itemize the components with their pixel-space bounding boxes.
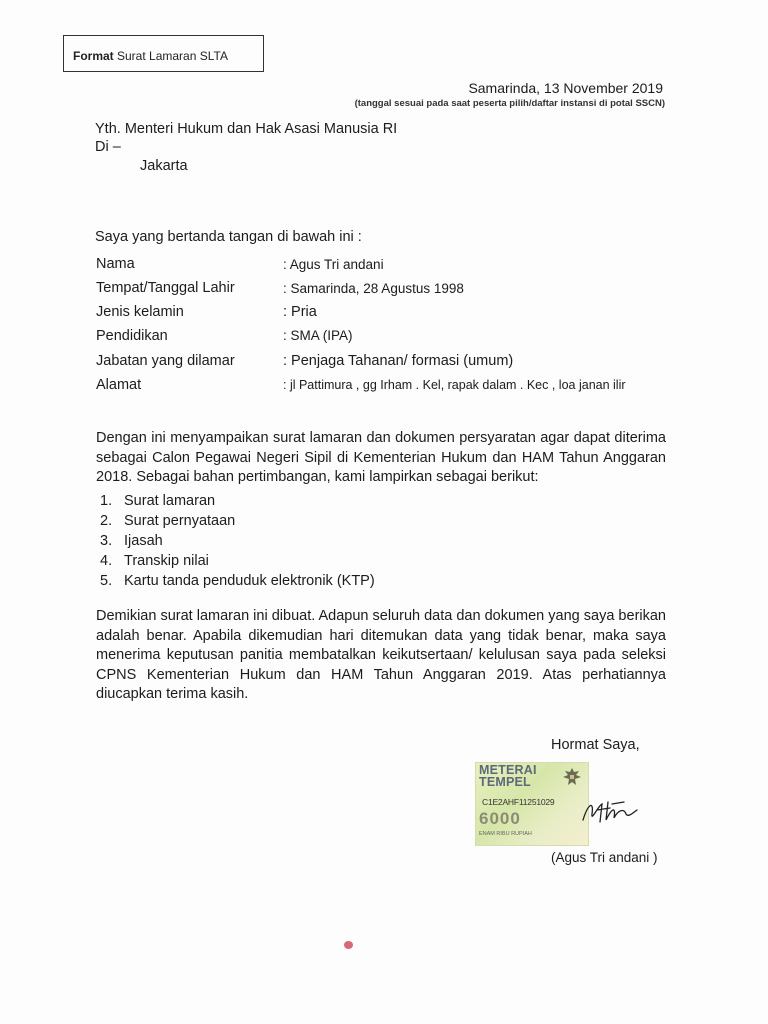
field-value-ttl: : Samarinda, 28 Agustus 1998: [283, 281, 464, 296]
list-item: [100, 511, 375, 531]
list-item: [100, 531, 375, 551]
format-label-bold: Format: [73, 49, 114, 63]
field-label-ttl: Tempat/Tanggal Lahir: [96, 280, 235, 296]
paragraph-intro: Dengan ini menyampaikan surat lamaran dan dokumen persyaratan agar dapat diterima sebagai Calon Pegawai Negeri Sipil di Kementerian Hukum dan HAM Tahun Anggaran 2018. Sebagai bahan pertimbangan, kami lampirkan sebagai berikut:: [96, 430, 666, 485]
attachment-list: [100, 491, 375, 591]
list-text: Ijasah: [124, 533, 163, 549]
intro-text: Saya yang bertanda tangan di bawah ini :: [95, 229, 362, 245]
field-label-gender: Jenis kelamin: [96, 304, 184, 320]
closing-salutation: Hormat Saya,: [551, 737, 640, 753]
list-item: [100, 571, 375, 591]
list-text: Kartu tanda penduduk elektronik (KTP): [124, 573, 375, 589]
stamp-subtitle: ENAM RIBU RUPIAH: [479, 831, 532, 837]
field-value-position: : Penjaga Tahanan/ formasi (umum): [283, 353, 514, 369]
list-number: 1.: [100, 493, 113, 509]
list-text: Surat lamaran: [124, 493, 216, 509]
field-label-position: Jabatan yang dilamar: [96, 353, 235, 369]
field-label-education: Pendidikan: [96, 328, 168, 344]
field-value-education: : SMA (IPA): [283, 328, 353, 343]
stamp-title: [479, 764, 537, 788]
field-value-nama: : Agus Tri andani: [283, 257, 384, 272]
list-item: [100, 551, 375, 571]
list-number: 5.: [100, 573, 113, 589]
recipient-city: Jakarta: [140, 158, 188, 174]
pink-mark: [344, 941, 353, 949]
signer-name: (Agus Tri andani ): [551, 850, 658, 865]
field-label-address: Alamat: [96, 377, 142, 393]
stamp-title-line2: TEMPEL: [479, 775, 531, 789]
date-note: (tanggal sesuai pada saat peserta pilih/daftar instansi di potal SSCN): [354, 98, 665, 109]
list-number: 2.: [100, 513, 113, 529]
paragraph-closing: Demikian surat lamaran ini dibuat. Adapun seluruh data dan dokumen yang saya berikan adalah benar. Apabila dikemudian hari ditemukan data yang tidak benar, maka saya menerima keputusan panitia membatalkan keikutsertaan/ kelulusan saya pada seleksi CPNS Kementerian Hukum dan HAM Tahun Anggaran 2019. Atas perhatiannya diucapkan terima kasih.: [96, 608, 666, 702]
format-label-text: Surat Lamaran SLTA: [113, 49, 228, 63]
place-date: Samarinda, 13 November 2019: [468, 80, 663, 96]
recipient-di: Di –: [95, 139, 121, 155]
signature-icon: [580, 796, 640, 828]
list-item: [100, 491, 375, 511]
list-text: Transkip nilai: [124, 553, 209, 569]
format-label-box: [63, 35, 264, 72]
revenue-stamp: [475, 762, 589, 846]
stamp-value: 6000: [479, 809, 521, 828]
field-value-gender: : Pria: [283, 304, 317, 320]
garuda-emblem-icon: [560, 766, 584, 790]
field-value-address: : jl Pattimura , gg Irham . Kel, rapak dalam . Kec , loa janan ilir: [283, 378, 626, 392]
field-label-nama: Nama: [96, 256, 135, 272]
stamp-code: C1E2AHF11251029: [482, 797, 555, 807]
recipient-line: Yth. Menteri Hukum dan Hak Asasi Manusia RI: [95, 121, 398, 137]
list-text: Surat pernyataan: [124, 513, 236, 529]
list-number: 3.: [100, 533, 113, 549]
stamp-title-line1: METERAI: [479, 763, 537, 777]
list-number: 4.: [100, 553, 113, 569]
